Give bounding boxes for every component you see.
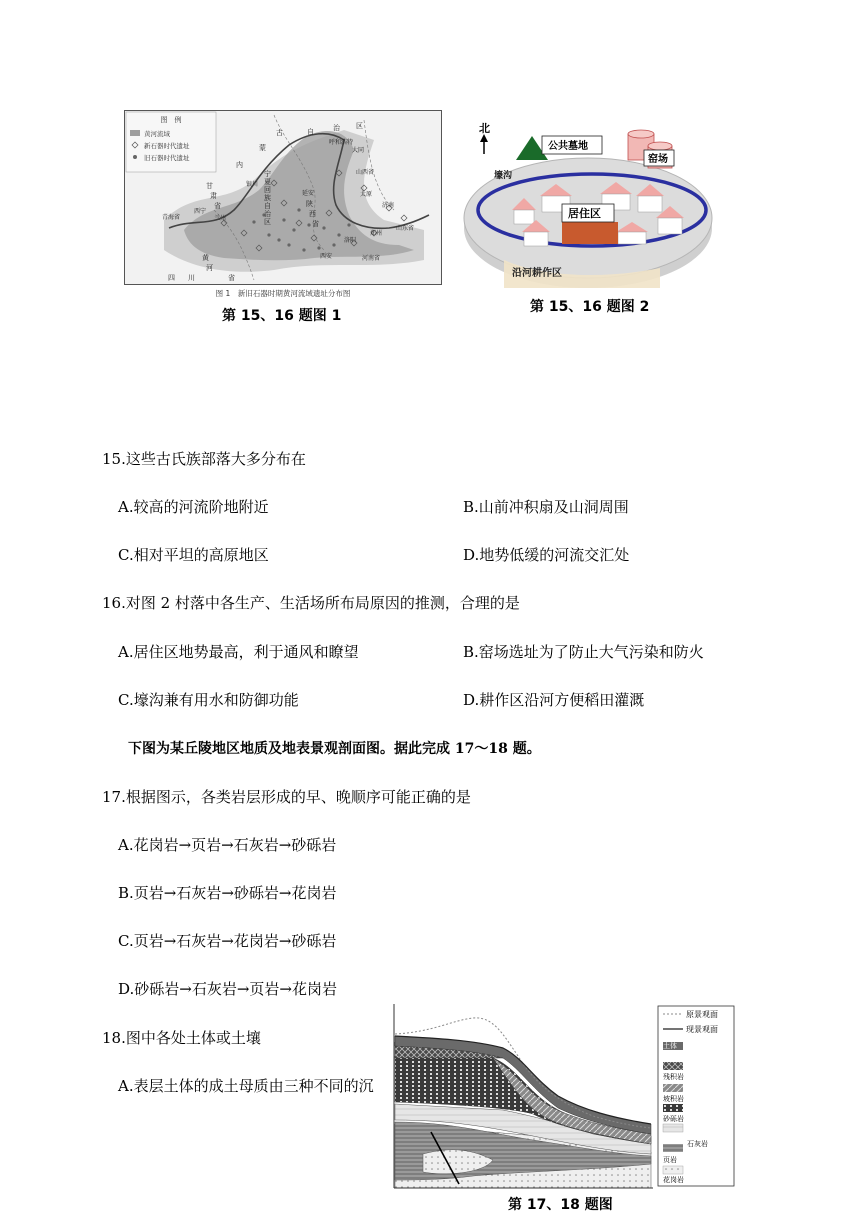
question-16-option-c: C.壕沟兼有用水和防御功能 (118, 691, 299, 709)
question-16-option-b: B.窑场选址为了防止大气污染和防火 (463, 643, 704, 661)
north-arrow-icon (480, 134, 488, 142)
map-inner-caption: 图 1 新旧石器时期黄河流域遗址分布图 (215, 289, 351, 298)
map-label: 银川 (246, 181, 259, 188)
map-label: 夏 (264, 178, 271, 186)
question-15-option-d: D.地势低缓的河流交汇处 (463, 546, 630, 564)
map-label: 自 (264, 202, 271, 210)
question-15-stem: 15.这些古氏族部落大多分布在 (102, 450, 306, 468)
map-label: 回 (264, 186, 271, 194)
figure2-caption: 第 15、16 题图 2 (530, 299, 650, 315)
map-label: 洛阳 (344, 237, 357, 244)
question-16-option-a: A.居住区地势最高，利于通风和瞭望 (118, 643, 359, 661)
legend-current-surface: 现景观面 (686, 1025, 718, 1034)
map-label: 甘 (206, 182, 213, 190)
map-label: 延安 (302, 190, 315, 197)
map-label: 西 (309, 210, 316, 218)
map-label: 治 (333, 124, 340, 132)
map-label: 陕 (306, 200, 313, 208)
map-label: 治 (264, 210, 271, 218)
map-label: 兰州 (214, 215, 227, 222)
question-17-option-d: D.砂砾岩→石灰岩→页岩→花岗岩 (118, 980, 337, 998)
figure1-map (124, 110, 442, 300)
geologic-section-diagram (393, 1004, 738, 1190)
map-label: 河南省 (362, 255, 381, 262)
residential-label: 居住区 (568, 207, 601, 220)
question-18-stem: 18.图中各处土体或土壤 (102, 1029, 261, 1047)
legend-original-surface: 原景观面 (686, 1010, 718, 1019)
section-intro: 下图为某丘陵地区地质及地表景观剖面图。据此完成 17～18 题。 (128, 741, 541, 757)
map-label: 古 (276, 129, 283, 137)
map-label: 四 (168, 274, 175, 282)
question-18-option-a: A.表层土体的成土母质由三种不同的沉 (118, 1077, 374, 1095)
map-label: 省 (214, 202, 221, 210)
legend-swatch-paleolithic (133, 155, 137, 159)
legend-item: 旧石器时代遗址 (144, 154, 190, 162)
map-label: 青海省 (162, 214, 181, 221)
legend-granite: 花岗岩 (663, 1176, 684, 1184)
yellow-river-map (124, 110, 442, 300)
moat-label: 壕沟 (494, 171, 513, 181)
question-15-option-b: B.山前冲积扇及山洞周围 (463, 498, 629, 516)
question-16-stem: 16.对图 2 村落中各生产、生活场所布局原因的推测，合理的是 (102, 594, 520, 612)
village-diagram (460, 118, 716, 288)
map-label: 宁 (264, 170, 271, 178)
map-label: 黄 (202, 254, 209, 262)
legend-swatch-basin (130, 130, 140, 136)
question-17-option-c: C.页岩→石灰岩→花岗岩→砂砾岩 (118, 932, 337, 950)
map-label: 省 (228, 274, 235, 282)
question-17-option-a: A.花岗岩→页岩→石灰岩→砂砾岩 (118, 836, 337, 854)
question-15-option-c: C.相对平坦的高原地区 (118, 546, 269, 564)
question-16-option-d: D.耕作区沿河方便稻田灌溉 (463, 691, 645, 709)
map-label: 大同 (352, 147, 365, 154)
cemetery-label: 公共墓地 (548, 141, 588, 152)
legend-title: 图 例 (160, 116, 182, 124)
map-label: 内 (236, 161, 243, 169)
legend-soil-label: 土体 (663, 1042, 677, 1050)
figure3-cross-section (393, 1004, 738, 1190)
legend-item: 新石器时代遗址 (144, 142, 190, 150)
map-label: 济南 (382, 202, 395, 209)
map-label: 山东省 (396, 225, 415, 232)
legend-limestone: 石灰岩 (687, 1140, 708, 1148)
map-label: 区 (356, 122, 363, 130)
figure1-caption: 第 15、16 题图 1 (222, 308, 342, 324)
map-label: 太原 (360, 191, 373, 198)
farmland-label: 沿河耕作区 (512, 268, 562, 279)
map-label: 川 (188, 274, 195, 282)
legend-shale: 页岩 (663, 1156, 677, 1164)
map-label: 西安 (320, 253, 333, 260)
question-17-stem: 17.根据图示，各类岩层形成的早、晚顺序可能正确的是 (102, 788, 471, 806)
map-label: 自 (307, 128, 314, 136)
question-15-option-a: A.较高的河流阶地附近 (118, 498, 269, 516)
legend-item: 黄河流域 (144, 130, 170, 138)
map-label: 郑州 (370, 230, 383, 237)
map-label: 肃 (210, 192, 217, 200)
map-label: 省 (312, 220, 319, 228)
legend-residual: 残积岩 (663, 1073, 684, 1081)
figure2-village (460, 118, 716, 288)
map-label: 山西省 (356, 169, 375, 176)
map-label: 呼和浩特 (329, 139, 354, 146)
legend-slope: 坡积岩 (663, 1095, 684, 1103)
north-label: 北 (479, 122, 490, 135)
figure3-caption: 第 17、18 题图 (508, 1197, 613, 1213)
map-label: 区 (264, 218, 271, 226)
kiln-label: 窑场 (648, 154, 668, 165)
map-label: 蒙 (259, 144, 266, 152)
map-label: 西宁 (194, 208, 207, 215)
question-17-option-b: B.页岩→石灰岩→砂砾岩→花岗岩 (118, 884, 337, 902)
legend-gravel: 砂砾岩 (663, 1115, 684, 1123)
map-label: 族 (264, 194, 271, 202)
map-label: 河 (206, 264, 213, 272)
